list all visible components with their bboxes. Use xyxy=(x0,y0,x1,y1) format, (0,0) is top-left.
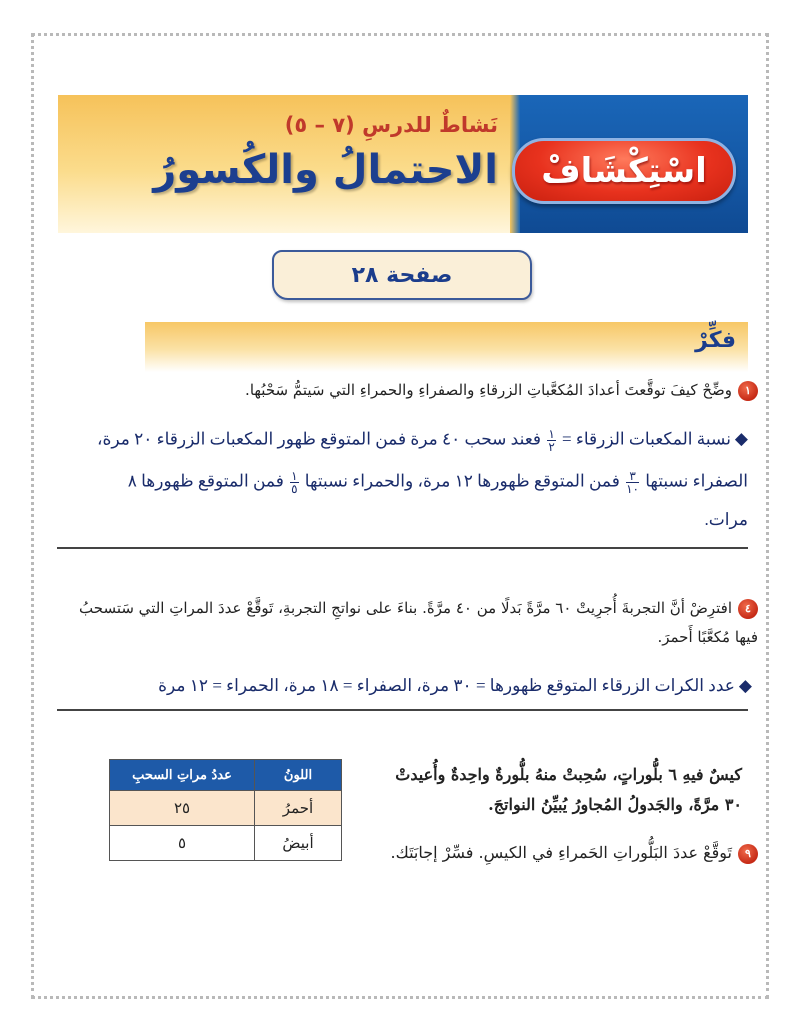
answer-1-line-1 xyxy=(58,428,748,453)
question-number-badge: ٩ xyxy=(738,844,758,864)
question-number-badge: ٤ xyxy=(738,599,758,619)
table-cell-count: ٢٥ xyxy=(110,791,255,826)
intro-line-1: كيسٌ فيهِ ٦ بلُّوراتٍ، سُحِبتْ منهُ بلُّورةٌ واحِدةٌ وأُعيدتْ xyxy=(395,765,742,784)
question-number-badge: ١ xyxy=(738,381,758,401)
answer-text: نسبة المكعبات الزرقاء = xyxy=(562,429,731,449)
answer-text: فمن المتوقع ظهورها ٨ xyxy=(127,471,284,491)
answer-text: الصفراء نسبتها xyxy=(645,471,748,491)
question-text: تَوقَّعْ عددَ البَلُّوراتِ الحَمراءِ في الكيسِ. فسِّرْ إجابَتَك. xyxy=(390,843,732,862)
table-cell-color: أبيضُ xyxy=(255,826,342,861)
table-row xyxy=(110,826,342,861)
table-cell-color: أحمرُ xyxy=(255,791,342,826)
page-number-label: صفحة ٢٨ xyxy=(272,250,532,300)
fraction-three-tenths: $\frac{٣}{١٠}$ xyxy=(626,469,639,496)
lesson-banner xyxy=(58,95,748,233)
lesson-title: الاحتمالُ والكُسورُ xyxy=(153,147,498,193)
table-header-color: اللونُ xyxy=(255,760,342,791)
fraction-one-fifth: $\frac{١}{٥}$ xyxy=(291,469,298,496)
explore-badge: اسْتِكْشَافْ xyxy=(512,138,736,204)
fraction-one-half: $\frac{١}{٢}$ xyxy=(548,427,555,454)
question-text: افترِضْ أنَّ التجربةَ أُجرِيتْ ٦٠ مرَّةً بَدلًا من ٤٠ مرَّةً. بناءَ على نواتجِ التجربةِ، تَوقَّعْ عددَ المراتِ التي سَتسحبُ فيها مُكعَّبًا أَحمرَ. xyxy=(79,599,758,646)
bag-intro xyxy=(395,760,742,820)
table-cell-count: ٥ xyxy=(110,826,255,861)
diamond-bullet-icon: ◆ xyxy=(734,429,748,449)
table-header-count: عددُ مراتِ السحبِ xyxy=(110,760,255,791)
answer-4 xyxy=(158,676,752,696)
answer-1-line-2 xyxy=(58,470,748,495)
results-table xyxy=(109,759,342,861)
banner-blue-panel xyxy=(518,95,748,233)
divider-line xyxy=(57,709,748,711)
divider-line xyxy=(57,547,748,549)
answer-text: عدد الكرات الزرقاء المتوقع ظهورها = ٣٠ مرة، الصفراء = ١٨ مرة، الحمراء = ١٢ مرة xyxy=(158,676,735,695)
answer-text: فمن المتوقع ظهورها ١٢ مرة، والحمراء نسبتها xyxy=(304,471,620,491)
intro-line-2: ٣٠ مرَّةً، والجَدولُ المُجاورُ يُبيِّنُ النواتجَ. xyxy=(488,795,742,814)
answer-text: فعند سحب ٤٠ مرة فمن المتوقع ظهور المكعبات الزرقاء ٢٠ مرة، xyxy=(96,429,542,449)
think-label: فكِّرْ xyxy=(695,328,736,353)
think-section-header xyxy=(145,322,748,372)
question-9 xyxy=(391,843,758,864)
question-4 xyxy=(78,594,758,652)
question-1 xyxy=(245,381,758,401)
diamond-bullet-icon: ◆ xyxy=(738,676,752,695)
lesson-subtitle: نَشاطٌ للدرسِ (٧ – ٥) xyxy=(284,113,498,137)
answer-1-line-3: مرات. xyxy=(704,510,748,529)
table-row xyxy=(110,791,342,826)
question-text: وضِّحْ كيفَ توقَّعتَ أعدادَ المُكعَّباتِ الزرقاءِ والصفراءِ والحمراءِ التي سَيتمُّ سَحْبُها. xyxy=(245,381,732,399)
